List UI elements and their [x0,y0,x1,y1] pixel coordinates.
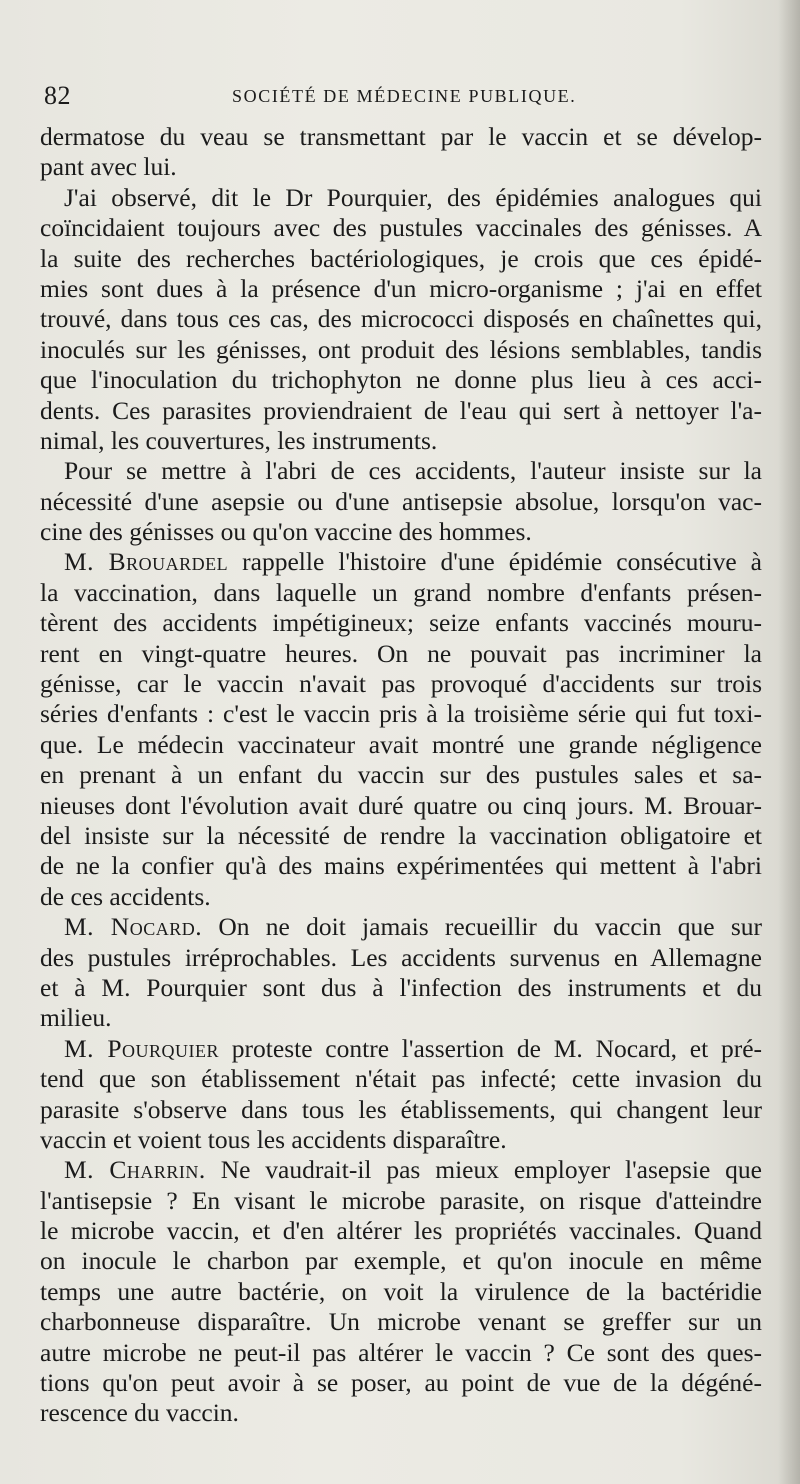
text-line: M. Brouardel rappelle l'histoire d'une épidémie consécutive à [64,547,763,577]
text-line: cine des génisses ou qu'on vaccine des hommes. [40,517,532,547]
text-line: de ne la confier qu'à des mains expérimentées qui mettent à l'abri [40,851,762,881]
text-line: J'ai observé, dit le Dr Pourquier, des épidémies analogues qui [64,182,762,212]
text-line: autre microbe ne peut-il pas altérer le vaccin ? Ce sont des ques- [40,1337,762,1367]
text-line: l'antisepsie ? En visant le microbe parasite, on risque d'atteindre [40,1185,762,1215]
text-line: nécessité d'une asepsie ou d'une antisepsie absolue, lorsqu'on vac- [40,486,762,516]
text-line: del insiste sur la nécessité de rendre la vaccination obligatoire et [40,820,762,850]
text-line: coïncidaient toujours avec des pustules vaccinales des génisses. A [40,213,762,243]
text-line: que l'inoculation du trichophyton ne donne plus lieu à ces acci- [40,365,762,395]
text-line: dermatose du veau se transmettant par le vaccin et se dévelop- [40,122,762,151]
text-line: pant avec lui. [40,152,177,182]
text-line: des pustules irréprochables. Les accidents survenus en Allemagne [40,942,762,972]
text-line: M. Charrin. Ne vaudrait-il pas mieux employer l'asepsie que [64,1155,763,1185]
body-text [40,122,762,1429]
text-line: dents. Ces parasites proviendraient de l'eau qui sert à nettoyer l'a- [40,395,762,425]
text-line: nieuses dont l'évolution avait duré quatre ou cinq jours. M. Brouar- [40,790,762,820]
text-line: la vaccination, dans laquelle un grand nombre d'enfants présen- [40,577,762,607]
text-line: rescence du vaccin. [40,1398,239,1428]
text-line: milieu. [40,1003,112,1033]
text-line: Pour se mettre à l'abri de ces accidents, l'auteur insiste sur la [64,456,762,486]
text-line: tend que son établissement n'était pas infecté; cette invasion du [40,1064,762,1094]
text-line: rent en vingt-quatre heures. On ne pouvait pas incriminer la [40,638,762,668]
text-line: inoculés sur les génisses, ont produit des lésions semblables, tandis [40,334,762,364]
text-line: en prenant à un enfant du vaccin sur des pustules sales et sa- [40,760,762,790]
running-title: SOCIÉTÉ DE MÉDECINE PUBLIQUE. [232,86,577,106]
text-line: temps une autre bactérie, on voit la virulence de la bactéridie [40,1276,762,1306]
text-line: nimal, les couvertures, les instruments. [40,425,438,455]
text-line: que. Le médecin vaccinateur avait montré une grande négligence [40,729,762,759]
text-line: le microbe vaccin, et d'en altérer les propriétés vaccinales. Quand [40,1216,762,1246]
text-line: et à M. Pourquier sont dus à l'infection des instruments et du [40,972,762,1002]
page-header [44,78,744,114]
text-line: génisse, car le vaccin n'avait pas provoqué d'accidents sur trois [40,669,762,699]
text-line: parasite s'observe dans tous les établissements, qui changent leur [40,1094,762,1124]
text-line: on inocule le charbon par exemple, et qu'on inocule en même [40,1246,762,1276]
text-line: M. Nocard. On ne doit jamais recueillir du vaccin que sur [64,912,762,942]
speaker-name: M. Brouardel [64,547,229,577]
page-edge-shadow [778,0,800,1484]
text-line: tèrent des accidents impétigineux; seize enfants vaccinés mouru- [40,608,762,638]
text-line: de ces accidents. [40,881,211,911]
text-line: charbonneuse disparaître. Un microbe venant se greffer sur un [40,1307,762,1337]
text-line: mies sont dues à la présence d'un micro-organisme ; j'ai en effet [40,273,762,303]
text-line: tions qu'on peut avoir à se poser, au point de vue de la dégéné- [40,1368,762,1398]
text-line: trouvé, dans tous ces cas, des micrococci disposés en chaînettes qui, [40,304,762,334]
speaker-name: M. Pourquier [64,1033,220,1063]
text-line: la suite des recherches bactériologiques, je crois que ces épidé- [40,243,762,273]
page-number: 82 [44,81,71,110]
text-line: vaccin et voient tous les accidents disparaître. [40,1124,507,1154]
text-line: M. Pourquier proteste contre l'assertion de M. Nocard, et pré- [64,1033,763,1063]
speaker-name: M. Charrin. [64,1155,206,1185]
speaker-name: M. Nocard. [64,912,203,942]
text-line: séries d'enfants : c'est le vaccin pris à la troisième série qui fut toxi- [40,699,762,729]
